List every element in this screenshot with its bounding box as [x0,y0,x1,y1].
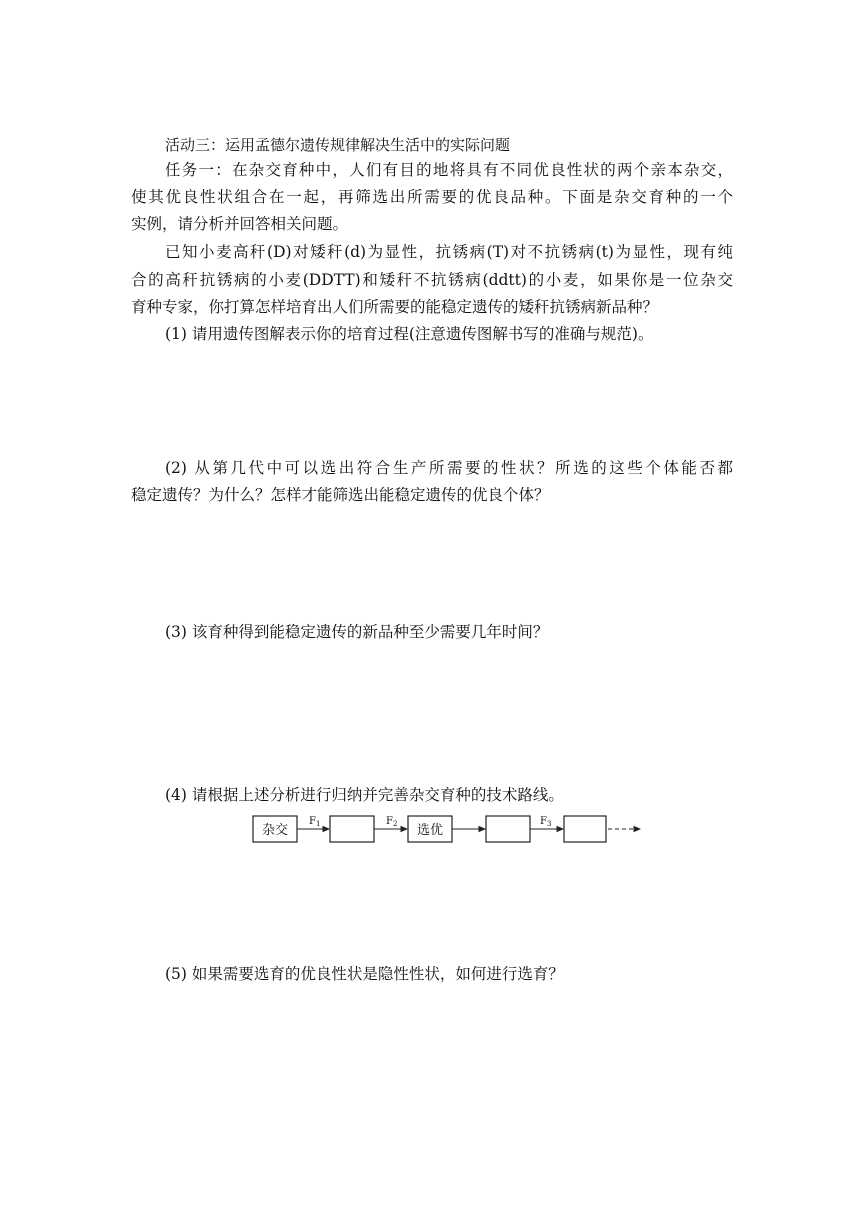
question-5: (5) 如果需要选育的优良性状是隐性性状，如何进行选育？ [165,965,564,983]
question-4: (4) 请根据上述分析进行归纳并完善杂交育种的技术路线。 [165,786,564,804]
context-line-3: 育种专家，你打算怎样培育出人们所需要的能稳定遗传的矮秆抗锈病新品种？ [131,298,659,316]
flow-box-5-blank [564,816,606,842]
context-line-2: 合的高秆抗锈病的小麦(DDTT)和矮秆不抗锈病(ddtt)的小麦，如果你是一位杂交 [131,271,733,289]
question-2-line-1: (2) 从第几代中可以选出符合生产所需要的性状？所选的这些个体能否都 [165,459,733,477]
task1-line-2: 使其优良性状组合在一起，再筛选出所需要的优良品种。下面是杂交育种的一个 [131,188,733,206]
breeding-flowchart [252,814,652,846]
flow-label-1: $F_1$ [309,816,321,828]
flow-box-4-blank [486,816,530,842]
context-line-1: 已知小麦高秆(D)对矮秆(d)为显性，抗锈病(T)对不抗锈病(t)为显性，现有纯 [165,243,733,261]
flowchart-svg [252,814,652,846]
flow-box-2-blank [330,816,374,842]
flow-box-1-text: 杂交 [261,823,289,838]
flow-label-2: $F_2$ [386,816,398,828]
flow-label-4: $F_3$ [540,816,552,828]
question-3: (3) 该育种得到能稳定遗传的新品种至少需要几年时间？ [165,623,549,641]
activity-title: 活动三：运用孟德尔遗传规律解决生活中的实际问题 [165,136,511,154]
task1-line-3: 实例，请分析并回答相关问题。 [131,215,349,233]
question-2-line-2: 稳定遗传？为什么？怎样才能筛选出能稳定遗传的优良个体？ [131,486,550,504]
flow-box-3-text: 选优 [416,823,444,838]
task1-line-1: 任务一：在杂交育种中，人们有目的地将具有不同优良性状的两个亲本杂交， [165,161,733,179]
question-1: (1) 请用遗传图解表示你的培育过程(注意遗传图解书写的准确与规范)。 [165,325,654,343]
